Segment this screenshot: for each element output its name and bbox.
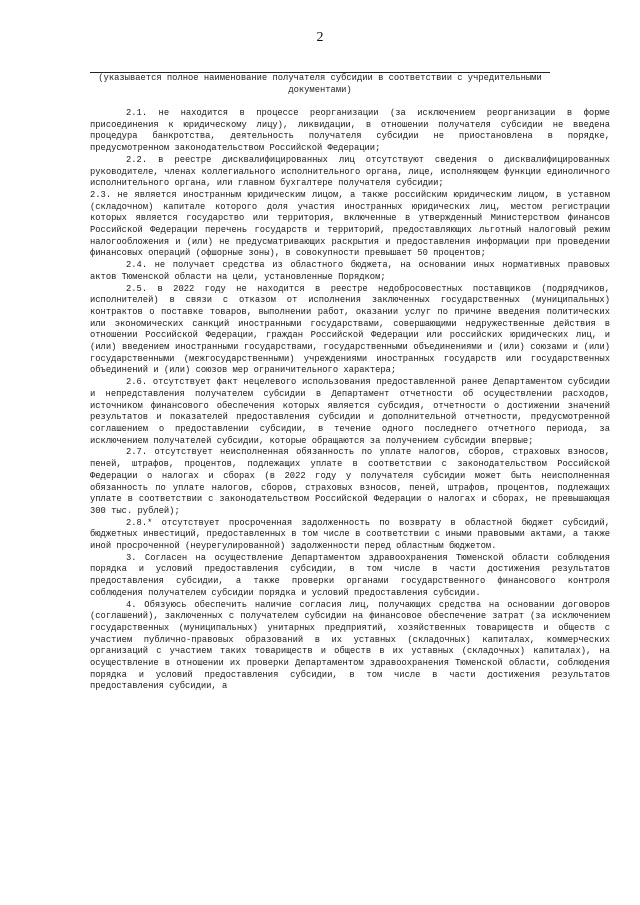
field-caption: (указывается полное наименование получателя субсидии в соответствии с учредительными документами) <box>98 73 542 95</box>
paragraph-2-7: 2.7. отсутствует неисполненная обязанность по уплате налогов, сборов, страховых взносов, пеней, штрафов, процентов, подлежащих уплате в соответствии с законодательством Российской Федерации о налогах и сборах (в 2022 году у получателя субсидии может быть неисполненная обязанность по уплате налогов, сборов, страховых взносов, пеней, штрафов, процентов, подлежащих уплате в соответствии с законодательством Российской Федерации о налогах и сборах, не превышающая 300 тыс. рублей); <box>90 447 610 516</box>
paragraph-3: 3. Согласен на осуществление Департаментом здравоохранения Тюменской области соблюдения порядка и условий предоставления субсидии, в том числе в части достижения результатов предоставления субсидии, а также проверки органами государственного финансового контроля соблюдения получателем субсидии порядка и условий предоставления субсидии. <box>90 552 610 598</box>
paragraph-2-2: 2.2. в реестре дисквалифицированных лиц отсутствуют сведения о дисквалифицированных руководителе, членах коллегиального исполнительного органа, лице, исполняющем функции единоличного исполнительного органа, или главном бухгалтере получателя субсидии; <box>90 154 610 189</box>
paragraph-2-4: 2.4. не получает средства из областного бюджета, на основании иных нормативных правовых актов Тюменской области на цели, установленные Порядком; <box>90 260 610 282</box>
paragraph-2-3: 2.3. не является иностранным юридическим лицом, а также российским юридическим лицом, в уставном (складочном) капитале которого доля участия иностранных юридических лиц, местом регистрации которых является государство или территория, включенные в утвержденный Министерством финансов Российской Федерации перечень государств и территорий, предоставляющих льготный налоговый режим налогообложения и (или) не предусматривающих раскрытия и предоставления информации при проведении финансовых операций (офшорные зоны), в совокупности превышает 50 процентов; <box>90 189 610 259</box>
paragraph-2-6: 2.6. отсутствует факт нецелевого использования предоставленной ранее Департаментом субсидии и непредставления получателем субсидии в Департамент отчетности об осуществлении расходов, источником финансового обеспечения которых является субсидия, отчетности о достижении значений результатов и показателей предоставления субсидии и дополнительной отчетности, предусмотренной соглашением о предоставлении субсидии, в течение одного последнего отчетного периода, за исключением получателей субсидии, которые обращаются за получением субсидии впервые; <box>90 377 610 446</box>
paragraph-2-8: 2.8.* отсутствует просроченная задолженность по возврату в областной бюджет субсидий, бюджетных инвестиций, предоставленных в том числе в соответствии с иными правовыми актами, а также иной просроченной (неурегулированной) задолженности перед областным бюджетом. <box>90 517 610 552</box>
paragraph-2-5: 2.5. в 2022 году не находится в реестре недобросовестных поставщиков (подрядчиков, исполнителей) в связи с отказом от исполнения заключенных государственных (муниципальных) контрактов о поставке товаров, выполнении работ, оказании услуг по причине введения политических или экономических санкций иностранными государствами, совершающими недружественные действия в отношении Российской Федерации, граждан Российской Федерации или российских юридических лиц, и (или) введением иностранными государствами, государственными объединениями и (или) союзами и (или) государственными (межгосударственными) учреждениями иностранных государств или государственных объединений и (или) союзов мер ограничительного характера; <box>90 283 610 376</box>
paragraph-4: 4. Обязуюсь обеспечить наличие согласия лиц, получающих средства на основании договоров (соглашений), заключенных с получателем субсидии на финансовое обеспечение затрат (за исключением государственных (муниципальных) унитарных предприятий, хозяйственных товариществ и обществ с участием публично-правовых образований в их уставных (складочных) капиталах, коммерческих организаций с участием таких товариществ и обществ в их уставных (складочных) капиталах), на осуществление в отношении их проверки Департаментом здравоохранения Тюменской области, соблюдения порядка и условий предоставления субсидии, в том числе в части достижения результатов предоставления субсидии, а <box>90 599 610 692</box>
paragraph-2-1: 2.1. не находится в процессе реорганизации (за исключением реорганизации в форме присоединения к юридическому лицу), ликвидации, в отношении получателя субсидии не введена процедура банкротства, деятельность получателя субсидии не приостановлена в порядке, предусмотренном законодательством Российской Федерации; <box>90 108 610 154</box>
document-body <box>90 108 610 693</box>
page-number: 2 <box>316 30 324 45</box>
